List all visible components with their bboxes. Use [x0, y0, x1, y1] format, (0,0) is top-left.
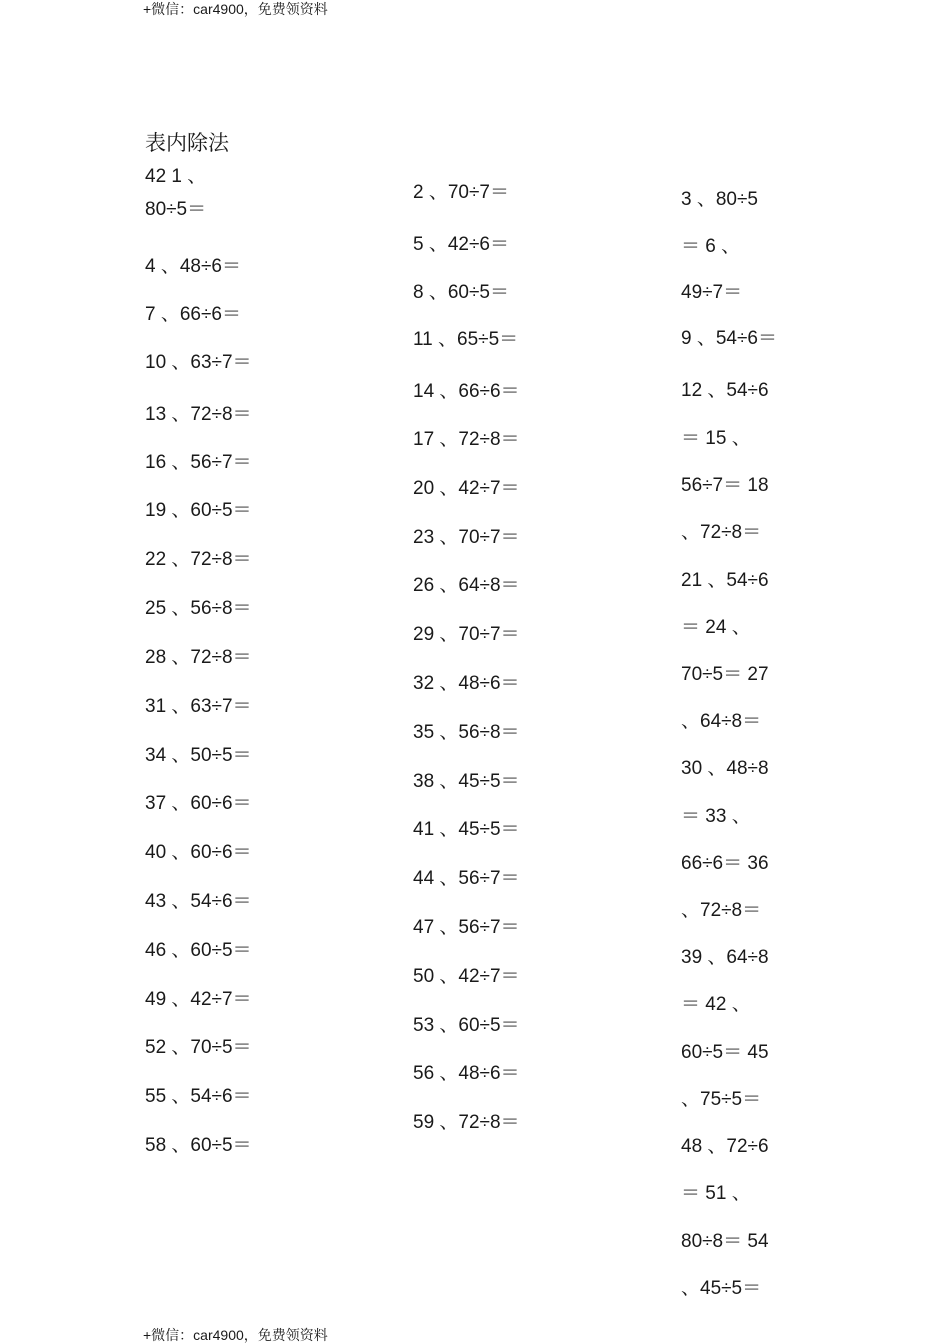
problem-line: 31 、63÷7＝	[145, 696, 252, 717]
problem-line: 29 、70÷7＝	[413, 624, 520, 645]
problem-line: 21 、54÷6	[681, 570, 769, 591]
problem-line: 26 、64÷8＝	[413, 575, 520, 596]
problem-line: 2 、70÷7＝	[413, 182, 509, 203]
problem-line: 60÷5＝ 45	[681, 1042, 769, 1063]
problem-line: 17 、72÷8＝	[413, 429, 520, 450]
problem-line: 80÷5＝	[145, 199, 207, 220]
problem-line: 66÷6＝ 36	[681, 853, 769, 874]
problem-line: 11 、65÷5＝	[413, 329, 519, 350]
problem-line: 47 、56÷7＝	[413, 917, 520, 938]
problem-line: 23 、70÷7＝	[413, 527, 520, 548]
problem-line: 35 、56÷8＝	[413, 722, 520, 743]
problem-line: ＝ 6 、	[681, 236, 741, 257]
problem-line: 8 、60÷5＝	[413, 282, 509, 303]
problem-line: 5 、42÷6＝	[413, 234, 509, 255]
problem-line: 12 、54÷6	[681, 380, 769, 401]
problem-line: 37 、60÷6＝	[145, 793, 252, 814]
problem-line: 43 、54÷6＝	[145, 891, 252, 912]
problem-line: 32 、48÷6＝	[413, 673, 520, 694]
problem-line: 42 1 、	[145, 166, 207, 187]
problem-line: ＝ 24 、	[681, 617, 751, 638]
problem-line: 22 、72÷8＝	[145, 549, 252, 570]
problem-line: 19 、60÷5＝	[145, 500, 252, 521]
problem-line: 、75÷5＝	[681, 1089, 762, 1110]
problem-line: ＝ 51 、	[681, 1183, 751, 1204]
problem-line: ＝ 15 、	[681, 428, 751, 449]
problem-line: 39 、64÷8	[681, 947, 769, 968]
problem-line: 30 、48÷8	[681, 758, 769, 779]
problem-line: 56÷7＝ 18	[681, 475, 769, 496]
problem-line: 13 、72÷8＝	[145, 404, 252, 425]
problem-line: 3 、80÷5	[681, 189, 758, 210]
problem-line: 59 、72÷8＝	[413, 1112, 520, 1133]
problem-line: 、72÷8＝	[681, 900, 762, 921]
problem-line: 38 、45÷5＝	[413, 771, 520, 792]
problem-line: 49 、42÷7＝	[145, 989, 252, 1010]
watermark-bottom: +微信：car4900，免费领资料	[143, 1327, 328, 1343]
problem-line: 53 、60÷5＝	[413, 1015, 520, 1036]
problem-line: 52 、70÷5＝	[145, 1037, 252, 1058]
page-title: 表内除法	[145, 131, 229, 155]
problem-line: 10 、63÷7＝	[145, 352, 252, 373]
watermark-top: +微信：car4900，免费领资料	[143, 1, 328, 17]
problem-line: ＝ 42 、	[681, 994, 751, 1015]
problem-line: 16 、56÷7＝	[145, 452, 252, 473]
problem-line: 70÷5＝ 27	[681, 664, 769, 685]
problem-line: 50 、42÷7＝	[413, 966, 520, 987]
problem-line: 25 、56÷8＝	[145, 598, 252, 619]
problem-line: 58 、60÷5＝	[145, 1135, 252, 1156]
problem-line: 20 、42÷7＝	[413, 478, 520, 499]
problem-line: 55 、54÷6＝	[145, 1086, 252, 1107]
problem-line: 44 、56÷7＝	[413, 868, 520, 889]
problem-line: 41 、45÷5＝	[413, 819, 520, 840]
problem-line: 56 、48÷6＝	[413, 1063, 520, 1084]
problem-line: 34 、50÷5＝	[145, 745, 252, 766]
problem-line: 、72÷8＝	[681, 522, 762, 543]
problem-line: 9 、54÷6＝	[681, 328, 777, 349]
problem-line: 、45÷5＝	[681, 1278, 762, 1299]
problem-line: ＝ 33 、	[681, 806, 751, 827]
problem-line: 、64÷8＝	[681, 711, 762, 732]
problem-line: 46 、60÷5＝	[145, 940, 252, 961]
problem-line: 80÷8＝ 54	[681, 1231, 769, 1252]
problem-line: 28 、72÷8＝	[145, 647, 252, 668]
problem-line: 40 、60÷6＝	[145, 842, 252, 863]
problem-line: 48 、72÷6	[681, 1136, 769, 1157]
problem-line: 4 、48÷6＝	[145, 256, 241, 277]
problem-line: 49÷7＝	[681, 282, 743, 303]
problem-line: 14 、66÷6＝	[413, 381, 520, 402]
problem-line: 7 、66÷6＝	[145, 304, 241, 325]
